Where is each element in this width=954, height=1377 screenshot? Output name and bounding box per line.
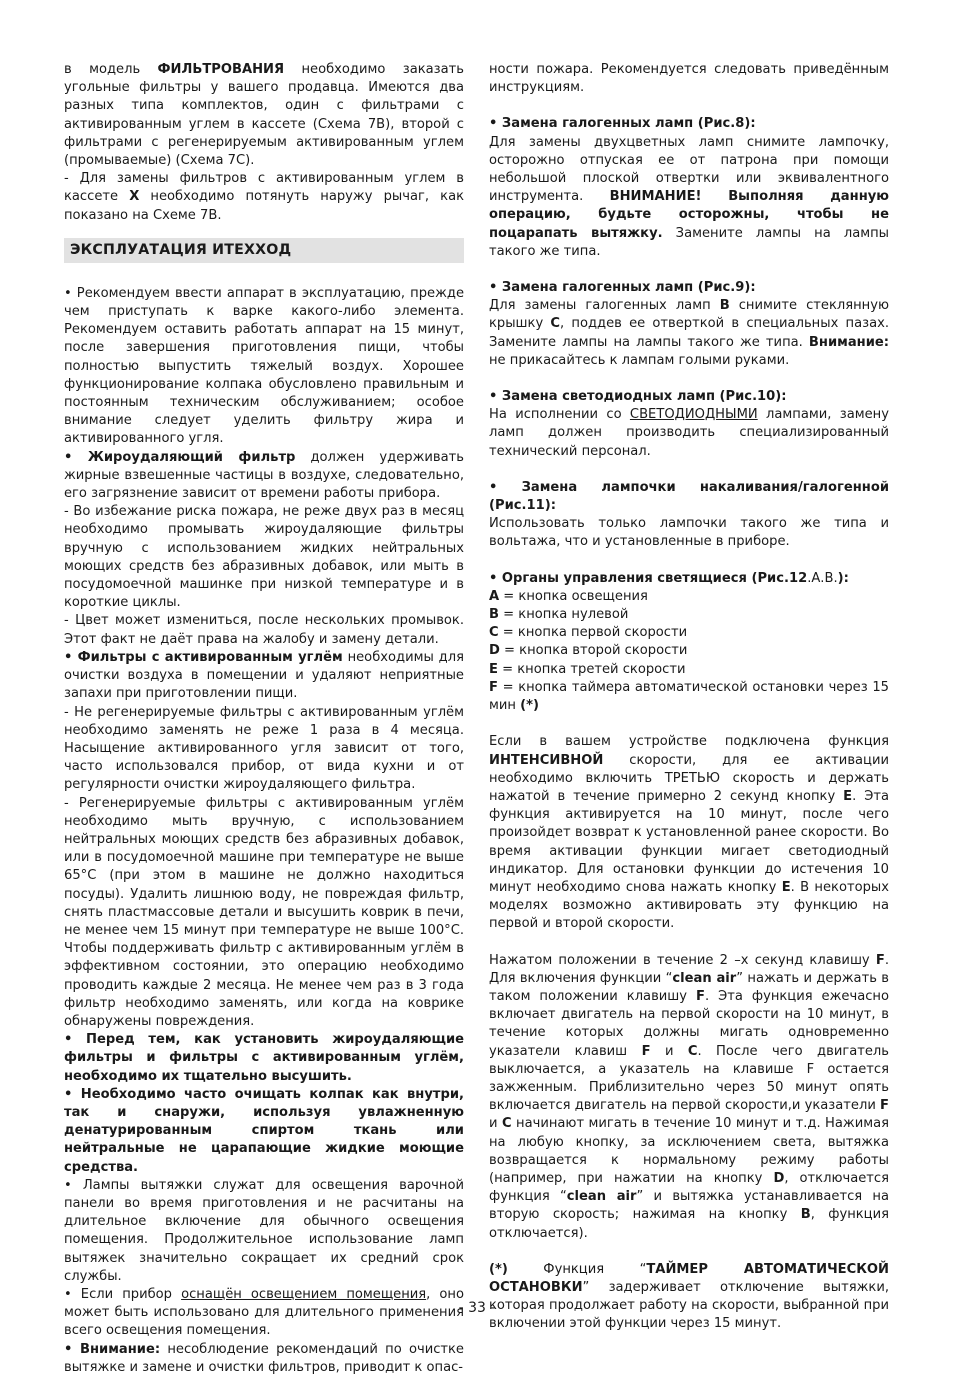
paragraph-halogen-fig8: Для замены двухцветных ламп снимите лампочку, осторожно отпуская ее от патрона при помощи небольшой плоской отвертки или эквивалентного инструмента. ВНИМАНИЕ! Выполняя данную операцию, будьте осторожны, чтобы не поцарапать вытяжку. Замените лампы на лампы такого же типа.: [489, 134, 889, 259]
paragraph-filter-models: в модель ФИЛЬТРОВАНИЯ необходимо заказать угольные фильтры у вашего продавца. Имеются два разных типа комплектов, один с фильтрами с активированным углем в кассете (Схема 7В), второй с фильтрами с регенерируемым активированным углем (промываемые) (Схема 7С).: [64, 62, 464, 169]
right-column: [489, 61, 889, 1334]
paragraph-led-fig10: На исполнении со СВЕТОДИОДНЫМИ лампами, замену ламп должен производить специализированный технический персонал.: [489, 407, 889, 459]
paragraph-intensive-speed: Если в вашем устройстве подключена функция ИНТЕНСИВНОЙ скорости, для ее активации необходимо включить ТРЕТЬЮ скорость и держать нажатой в течение примерно 2 секунд кнопку E. Эта функция активируется на 10 минут, после чего произойдет возврат к установленной ранее скорости. Во время активации функции мигает светодиодный индикатор. Для остановки функции до истечения 10 минут необходимо снова нажать кнопку E. В некоторых моделях возможно активировать эту функцию на первой и второй скорости.: [489, 734, 889, 932]
paragraph-filter-replace: - Для замены фильтров с активированным углем в кассете X необходимо потянуть наружу рычаг, как показано на Схеме 7В.: [64, 171, 464, 223]
heading-halogen-fig9: • Замена галогенных ламп (Рис.9):: [489, 280, 756, 296]
left-column: [64, 61, 464, 1377]
paragraph-fire-risk: - Во избежание риска пожара, не реже двух раз в месяц необходимо промывать жироудаляющие фильтры вручную с использованием жидких нейтральных моющих средств без абразивных добавок, или мыть в посудомоечной машинке при низкой температуре и в короткие циклы.: [64, 504, 464, 611]
paragraph-grease-filter: • Жироудаляющий фильтр должен удерживать жирные взвешенные частицы в воздухе, следовательно, его загрязнение зависит от времени работы прибора.: [64, 449, 464, 502]
control-item-c: C = кнопка первой скорости: [489, 625, 688, 641]
paragraph-warning: • Внимание: несоблюдение рекомендаций по очистке вытяжке и замене и очистки фильтров, приводит к опас-: [64, 1341, 464, 1375]
heading-halogen-fig8: • Замена галогенных ламп (Рис.8):: [489, 116, 756, 132]
heading-controls-fig12: • Органы управления светящиеся (Рис.12.А.В.):: [489, 570, 849, 586]
paragraph-recommend: • Рекомендуем ввести аппарат в эксплуатацию, прежде чем приступать к варке какого-либо элемента. Рекомендуем оставить работать аппарат на 15 минут, после завершения приготовления пищи, чтобы полностью выпустить тяжелый воздух. Хорошее функционирование колпака обусловлено правильным и постоянным техническим обслуживанием; особое внимание следует уделить фильтру жира и активированного угля.: [64, 285, 464, 447]
paragraph-incandescent-fig11: Использовать только лампочки такого же типа и вольтажа, что и установленные в приборе.: [489, 516, 889, 550]
paragraph-lamps: • Лампы вытяжки служат для освещения варочной панели во время приготовления и не расчитаны на длительное включение для обычного освещения помещения. Продолжительное использование ламп вытяжек значительно сокращает их средний срок службы.: [64, 1177, 464, 1284]
paragraph-dry-filters: • Перед тем, как установить жироудаляющие фильтры и фильтры с активированным углём, необходимо их тщательно высушить.: [64, 1032, 464, 1084]
paragraph-non-regenerable: - Не регенерируемые фильтры с активированным углём необходимо заменять не реже 1 раза в 4 месяца. Насыщение активированного угля зависит от того, часто использовался прибор, от вида кухни и от регулярности очистки жироудаляющего фильтра.: [64, 704, 464, 793]
page-number: - 33 -: [458, 1300, 496, 1316]
heading-incandescent-fig11: • Замена лампочки накаливания/галогенной (Рис.11):: [489, 479, 889, 514]
control-item-f: F = кнопка таймера автоматической остановки через 15 мин (*): [489, 679, 889, 714]
paragraph-halogen-fig9: Для замены галогенных ламп B снимите стеклянную крышку C, поддев ее отверткой в специальных пазах. Замените лампы на лампы такого же типа. Внимание: не прикасайтесь к лампам голыми руками.: [489, 298, 890, 368]
paragraph-carbon-filters: • Фильтры с активированным углём необходимы для очистки воздуха в помещении и удаляют неприятные запахи при приготовлении пищи.: [64, 649, 464, 702]
control-item-d: D = кнопка второй скорости: [489, 643, 688, 659]
paragraph-regenerable: - Регенерируемые фильтры с активированным углём необходимо мыть вручную, с использованием нейтральных моющих средств без абразивных добавок, или в посудомоечной машине при температуре не выше 65°С (при этом в машине не должно находиться посуды). Удалить лишнюю воду, не повреждая фильтр, снять пластмассовые детали и высушить коврик в печи, не менее чем 15 минут при температуре не выше 100°С. Чтобы поддерживать фильтр с активированным углём в эффективном состоянии, это операцию необходимо проводить каждые 2 месяца. Не менее чем раз в 3 года фильтр необходимо заменять, или когда на коврике обнаружены повреждения.: [64, 795, 464, 1029]
paragraph-clean-hood: • Необходимо часто очищать колпак как внутри, так и снаружи, используя увлажненную денатурированным спиртом ткань или нейтральные не царапающие жидкие моющие средства.: [64, 1086, 464, 1175]
section-title-operation: ЭКСПЛУАТАЦИЯ ИТЕХХОД: [64, 238, 464, 263]
paragraph-color-change: - Цвет может измениться, после нескольких промывок. Этот факт не даёт права на жалобу и замену детали.: [64, 613, 464, 647]
paragraph-room-lighting: • Если прибор оснащён освещением помещения, оно может быть использовано для длительного применения всего освещения помещения.: [64, 1287, 464, 1339]
control-item-a: A = кнопка освещения: [489, 588, 648, 604]
paragraph-clean-air: Нажатом положении в течение 2 –х секунд клавишу F. Для включения функции “clean air” нажать и держать в таком положении клавишу F. Эта функция ежечасно включает двигатель на первой скорости на 10 минут, в течение которых должны мигать одновременно указатели клавиш F и C. После чего двигатель выключается, а указатель на клавише F остается зажженным. Приблизительно через 50 минут опять включается двигатель на первой скорости,и указатели F и C начинают мигать в течение 10 минут и т.д. Нажимая на любую кнопку, за исключением света, вытяжка возвращается к нормальному режиму работы (например, при нажатии на кнопку D, отключается функция “clean air” и вытяжка устанавливается на вторую скорость; нажимая на кнопку B, функция отключается).: [489, 952, 889, 1241]
heading-led-fig10: • Замена светодиодных ламп (Рис.10):: [489, 389, 787, 405]
paragraph-continuation: ности пожара. Рекомендуется следовать приведённым инструкциям.: [489, 62, 889, 96]
control-item-b: B = кнопка нулевой: [489, 607, 629, 623]
control-item-e: E = кнопка третей скорости: [489, 661, 686, 677]
paragraph-auto-stop-timer: (*) Функция “ТАЙМЕР АВТОМАТИЧЕСКОЙ ОСТАНОВКИ” задерживает отключение вытяжки, которая продолжает работу на скорости, выбранной при включении этой функции через 15 минут.: [489, 1261, 890, 1332]
